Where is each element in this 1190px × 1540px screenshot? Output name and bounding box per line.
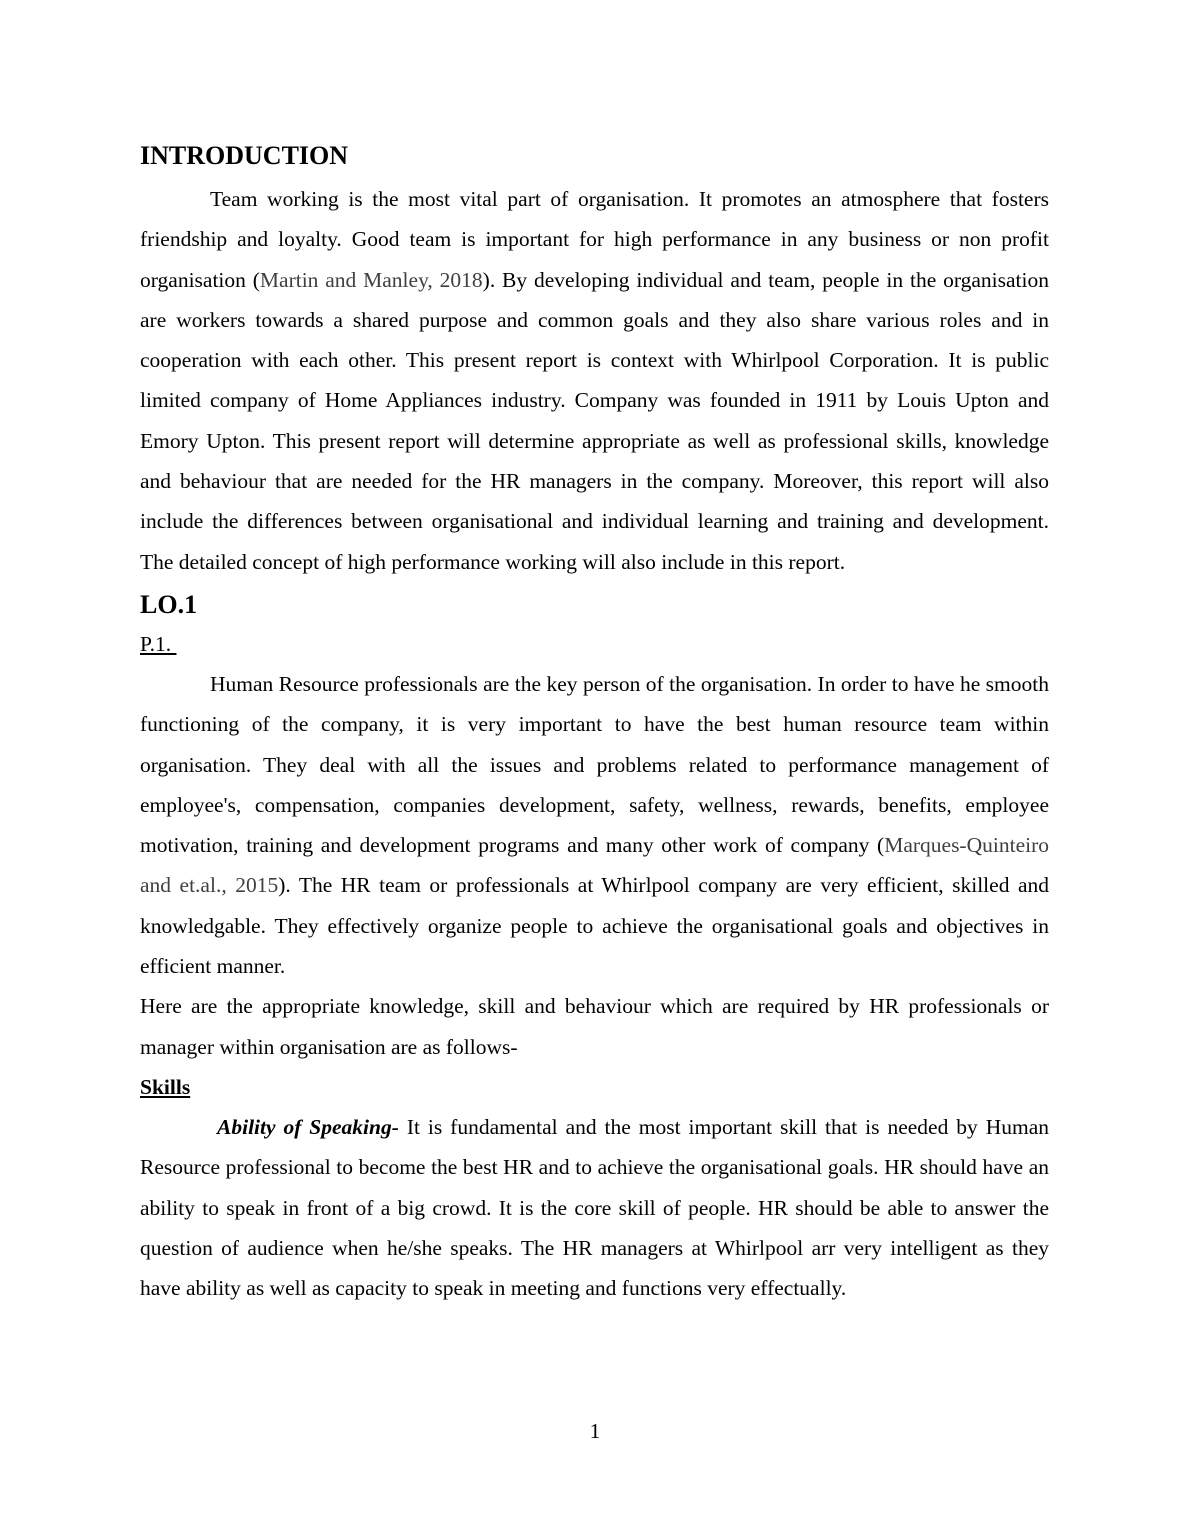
skill-text: It is fundamental and the most important skill that is needed by Human Resource professional to become the best HR and to achieve the organisational goals. HR should have an ability to speak in front of a big crowd. It is the core skill of people. HR should be able to answer the question of audience when he/she speaks. The HR managers at Whirlpool arr very intelligent as they have ability as well as capacity to speak in meeting and functions very effectually. (140, 1114, 1049, 1301)
hr-text-a: Human Resource professionals are the key person of the organisation. In order to have he smooth functioning of the company, it is very important to have the best human resource team within organisation. They deal with all the issues and problems related to performance management of employee's, compensation, companies development, safety, wellness, rewards, benefits, employee motivation, training and development programs and many other work of company ( (140, 671, 1049, 858)
ability-of-speaking-paragraph (140, 1107, 1049, 1308)
introduction-heading: INTRODUCTION (140, 141, 349, 170)
requirements-paragraph: Here are the appropriate knowledge, skill and behaviour which are required by HR professionals or manager within organisation are as follows- (140, 994, 1049, 1059)
page-number: 1 (589, 1419, 601, 1443)
intro-text-b: ). By developing individual and team, people in the organisation are workers towards a shared purpose and common goals and they also share various roles and in cooperation with each other. This present report is context with Whirlpool Corporation. It is public limited company of Home Appliances industry. Company was founded in 1911 by Louis Upton and Emory Upton. This present report will determine appropriate as well as professional skills, knowledge and behaviour that are needed for the HR managers in the company. Moreover, this report will also include the differences between organisational and individual learning and training and development. The detailed concept of high performance working will also include in this report. (140, 267, 1049, 574)
citation: Marques-Quinteiro and et.al., 2015 (140, 833, 1049, 898)
lo1-heading: LO.1 (140, 589, 198, 619)
intro-text-a: Team working is the most vital part of organisation. It promotes an atmosphere that fosters friendship and loyalty. Good team is important for high performance in any business or non profit organisation ( (140, 187, 1049, 292)
document-page (140, 139, 1049, 1308)
citation: Martin and Manley, 2018 (259, 267, 483, 292)
skill-title: Ability of Speaking- (217, 1114, 399, 1139)
hr-professionals-paragraph (140, 664, 1049, 986)
hr-text-b: ). The HR team or professionals at Whirlpool company are very efficient, skilled and knowledgable. They effectively organize people to achieve the organisational goals and objectives in efficient manner. (140, 873, 1049, 979)
skills-heading: Skills (140, 1074, 191, 1099)
p1-subheading: P.1. (140, 631, 177, 656)
introduction-paragraph (140, 179, 1049, 582)
